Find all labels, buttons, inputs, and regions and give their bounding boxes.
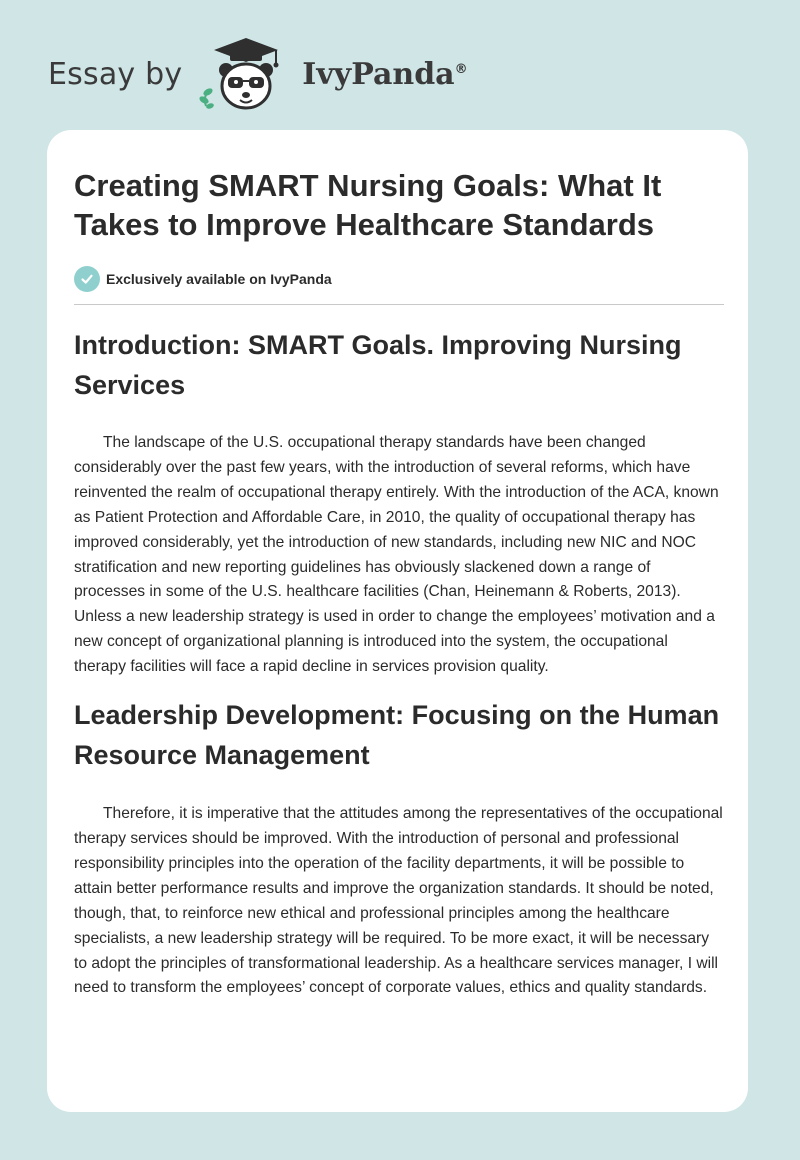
section-paragraph-introduction: The landscape of the U.S. occupational therapy standards have been changed considerably over the past few years, with the introduction of several reforms, which have reinvented the realm of occupational therapy entirely. With the introduction of the ACA, known as Patient Protection and Affordable Care, in 2010, the quality of occupational therapy has improved considerably, yet the introduction of new standards, including new NIC and NOC stratification and new reporting guidelines has obviously slackened down a range of processes in some of the U.S. healthcare facilities (Chan, Heinemann & Roberts, 2013). Unless a new leadership strategy is used in order to change the employees’ motivation and a new concept of organizational planning is introduced into the system, the occupational therapy facilities will face a rapid decline in services provision quality.	[74, 434, 719, 676]
section-paragraph-leadership: Therefore, it is imperative that the attitudes among the representatives of the occupational therapy services should be improved. With the introduction of personal and professional responsibility principles into the operation of the facility departments, it will be possible to attain better performance results and improve the organization standards. It should be noted, though, that, to reinforce new ethical and professional principles among the healthcare specialists, a new leadership strategy will be required. To be more exact, it will be necessary to adopt the principles of transformational leadership. As a healthcare services manager, I will need to transform the employees’ concept of corporate values, ethics and quality standards.	[74, 805, 723, 997]
essay-title: Creating SMART Nursing Goals: What It Takes to Improve Healthcare Standards	[74, 168, 662, 242]
exclusive-text: Exclusively available on IvyPanda	[106, 271, 332, 287]
registered-mark: ®	[454, 61, 468, 77]
essay-content	[74, 166, 724, 1001]
brand-name-text: IvyPanda	[302, 56, 455, 92]
brand-header	[48, 34, 468, 114]
exclusive-badge	[74, 265, 724, 293]
ivypanda-logo-icon	[196, 34, 296, 114]
brand-name[interactable]	[302, 57, 467, 92]
essay-card	[47, 130, 748, 1112]
section-heading-leadership: Leadership Development: Focusing on the Human Resource Management	[74, 700, 720, 771]
check-icon	[74, 266, 100, 292]
section-heading-introduction: Introduction: SMART Goals. Improving Nursing Services	[74, 330, 682, 400]
divider	[74, 304, 724, 305]
brand-prefix: Essay by	[48, 56, 183, 92]
